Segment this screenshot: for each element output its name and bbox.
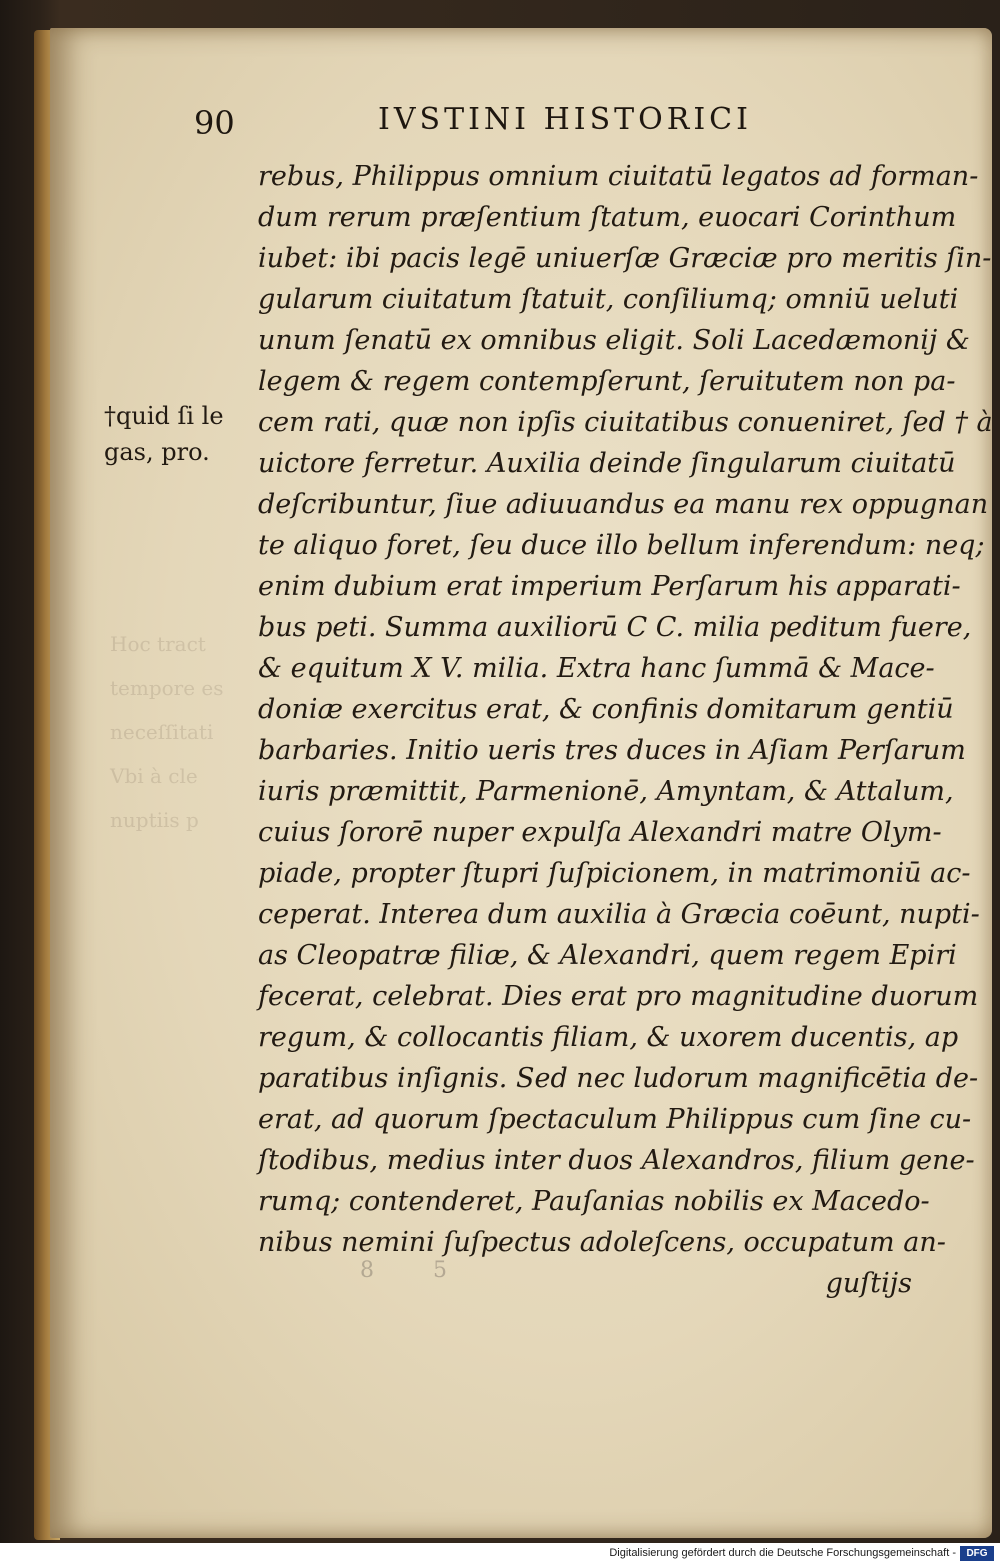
text-line: nibus nemini ſuſpectus adoleſcens, occupatum an- [258,1227,946,1258]
text-line: cuius ſororē nuper expulſa Alexandri matre Olym- [258,817,942,848]
text-line: fecerat, celebrat. Dies erat pro magnitudine duorum [258,981,979,1012]
text-line: bus peti. Summa auxiliorū C C. milia peditum fuere, [258,612,972,643]
text-line: piade, propter ſtupri ſuſpicionem, in matrimoniū ac- [258,858,971,889]
marginal-note-line: gas, pro. [104,438,210,466]
page-number: 90 [194,104,235,142]
text-line: rebus, Philippus omnium ciuitatū legatos ad forman- [258,161,979,192]
footer-credit: Digitalisierung gefördert durch die Deutsche Forschungsgemeinschaft - [609,1547,956,1559]
catchword: guſtijs [825,1268,912,1299]
text-line: & equitum X V. milia. Extra hanc ſummā & Mace- [258,653,935,684]
running-head: IVSTINI HISTORICI [378,102,752,137]
text-line: te aliquo foret, ſeu duce illo bellum inferendum: neq; [258,530,985,561]
marginal-note [104,398,254,470]
text-line: enim dubium erat imperium Perſarum his apparati- [258,571,961,602]
text-line: paratibus inſignis. Sed nec ludorum magnificētia de- [258,1063,979,1094]
text-line: uictore ferretur. Auxilia deinde ſingularum ciuitatū [258,448,956,479]
text-line: gularum ciuitatum ſtatuit, conſiliumq; omniū ueluti [258,284,959,315]
text-line: barbaries. Initio ueris tres duces in Aſiam Perſarum [258,735,966,766]
text-line: deſcribuntur, ſiue adiuuandus ea manu rex oppugnan [258,489,989,520]
main-text-block [258,156,993,1304]
text-line: erat, ad quorum ſpectaculum Philippus cum ſine cu- [258,1104,972,1135]
text-line: regum, & collocantis filiam, & uxorem ducentis, ap [258,1022,959,1053]
text-line: doniæ exercitus erat, & confinis domitarum gentiū [258,694,954,725]
text-line: as Cleopatræ filiæ, & Alexandri, quem regem Epiri [258,940,957,971]
text-line: iuris præmittit, Parmenionē, Amyntam, & Attalum, [258,776,954,807]
text-line: legem & regem contempſerunt, ſeruitutem non pa- [258,366,956,397]
pencil-mark: 8 5 [360,1258,473,1283]
text-line: ſtodibus, medius inter duos Alexandros, filium gene- [258,1145,975,1176]
text-line: rumq; contenderet, Pauſanias nobilis ex Macedo- [258,1186,930,1217]
marginal-note-line: †quid ſi le [104,402,224,430]
text-line: unum ſenatū ex omnibus eligit. Soli Lacedæmonij & [258,325,970,356]
footer-bar [0,1543,1000,1564]
text-line: dum rerum præſentium ſtatum, euocari Corinthum [258,202,957,233]
bleed-through-text: Hoc tract tempore es neceſſitati Vbi à cle nuptiis p [110,632,224,832]
text-line: iubet: ibi pacis legē uniuerſæ Græciæ pro meritis ſin- [258,243,992,274]
text-line: cem rati, quæ non ipſis ciuitatibus conueniret, ſed † à [258,407,993,438]
dfg-logo-icon: DFG [960,1546,994,1561]
text-line: ceperat. Interea dum auxilia à Græcia coēunt, nupti- [258,899,980,930]
